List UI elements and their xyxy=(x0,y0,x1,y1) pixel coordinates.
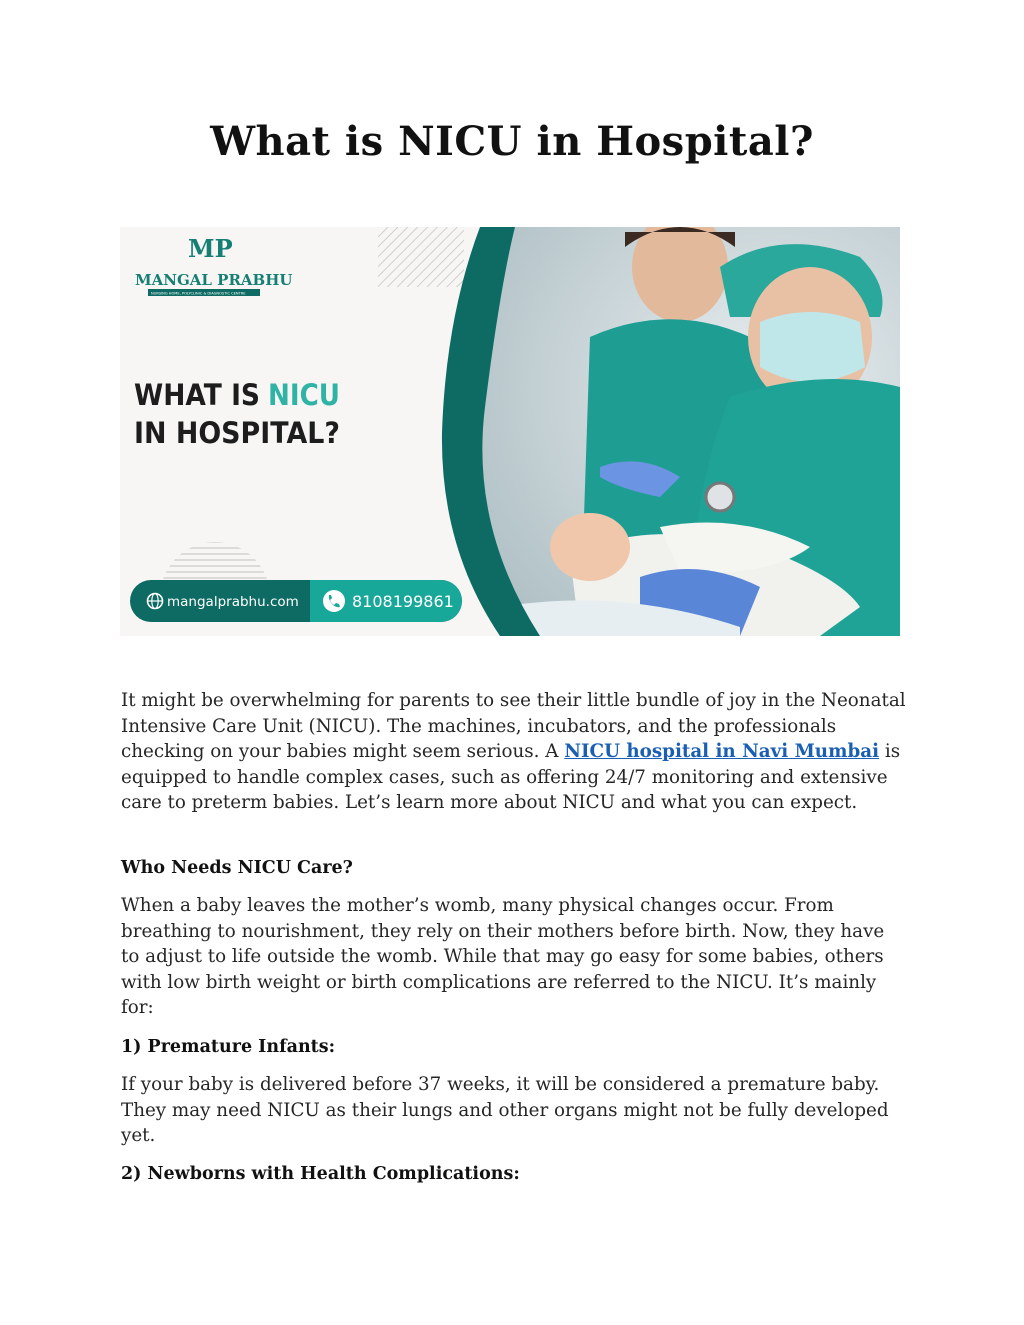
headline-highlight: NICU xyxy=(268,378,340,412)
premature-paragraph: If your baby is delivered before 37 weeks, it will be considered a premature baby. They may need NICU as their lungs and other organs might not be fully developed yet. xyxy=(121,1074,889,1147)
intro-text-before-link: It might be overwhelming for parents to see their little bundle of joy in the Neonatal Intensive Care Unit (NICU). The machines, incubators, and the professionals checking on your babies might seem serious. A xyxy=(121,690,906,763)
contact-pill xyxy=(130,580,462,622)
headline-part2: IN HOSPITAL? xyxy=(134,416,340,450)
logo-name: MANGAL PRABHU xyxy=(135,271,293,289)
page-title: What is NICU in Hospital? xyxy=(210,118,814,165)
logo-tagline: NURSING HOME, POLYCLINIC & DIAGNOSTIC CENTRE xyxy=(151,291,246,296)
hatch-decoration xyxy=(378,227,464,287)
complications-heading: 2) Newborns with Health Complications: xyxy=(121,1164,520,1184)
intro-text-after-link: is equipped to handle complex cases, such as offering 24/7 monitoring and extensive care to preterm babies. Let’s learn more about NICU and what you can expect. xyxy=(121,741,901,814)
premature-heading: 1) Premature Infants: xyxy=(121,1037,336,1057)
phone-icon xyxy=(323,590,345,612)
logo-initials: MP xyxy=(188,234,233,263)
banner-graphic xyxy=(120,227,900,636)
who-needs-paragraph: When a baby leaves the mother’s womb, many physical changes occur. From breathing to nourishment, they rely on their mothers before birth. Now, they have to adjust to life outside the womb. While that may go easy for some babies, others with low birth weight or birth complications are referred to the NICU. It’s mainly for: xyxy=(121,895,885,1019)
phone-number: 8108199861 xyxy=(352,592,454,611)
headline-part1: WHAT IS xyxy=(134,378,260,412)
website-text: mangalprabhu.com xyxy=(167,594,299,610)
who-needs-heading: Who Needs NICU Care? xyxy=(121,858,353,878)
nicu-photo xyxy=(460,227,900,636)
intro-paragraph xyxy=(121,688,906,816)
nicu-hospital-link[interactable]: NICU hospital in Navi Mumbai xyxy=(564,741,880,763)
hero-banner xyxy=(120,227,900,636)
